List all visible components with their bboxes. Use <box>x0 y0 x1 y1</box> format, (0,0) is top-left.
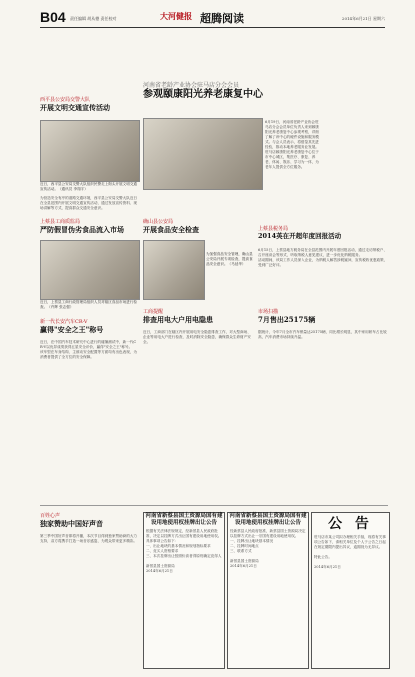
article-traffic <box>40 96 138 112</box>
lead-body-cont <box>325 120 387 220</box>
lead-headline: 参观颐康阳光养老康复中心 <box>143 89 263 100</box>
tax-kicker: 上蔡县税务局 <box>258 226 289 232</box>
public-notice <box>311 512 390 669</box>
notice3-title: 公 告 <box>328 516 373 532</box>
safety-kicker: 确山县公安局 <box>143 219 174 225</box>
masthead <box>40 9 385 28</box>
notice2-title: 河南省新蔡县国土资源局国有建设用地使用权挂牌出让公告 <box>229 513 307 526</box>
sales-body: 据统计，今年7月全市汽车销量达25175辆，同比增长明显，其中家用轿车占比较高，汽车消费市场持续升温。 <box>258 330 387 339</box>
crv-headline: 赢得"安全之王"称号 <box>40 325 104 334</box>
traffic-kicker: 西平县公安局交警大队 <box>40 97 91 103</box>
notice1-title: 河南省新蔡县国土资源局国有建设用地使用权挂牌出让公告 <box>145 513 223 526</box>
lead-kicker: 河南省老龄产业协会驻马店分会会员 <box>143 82 240 89</box>
voice-kicker: 百姓心声 <box>40 513 61 519</box>
notice1-body: 根据有关法律法规规定，经新蔡县人民政府批准，决定以挂牌方式出让国有建设用地使用权。具体事项公告如下： 一、出让地块的基本情况和规划指标要求 二、竞买人资格要求 三、本次挂牌出让按照价高者得原则确定竞得人 新蔡县国土资源局 2014年6月21日 <box>146 529 222 573</box>
safety-headline: 开展食品安全检查 <box>143 225 199 234</box>
article-food-safety <box>143 218 253 234</box>
traffic-body: 为营造安全有序的道路交通环境，西平县公安局交警大队近日在全县范围内开展文明交通宣传活动，通过发放宣传资料、现场讲解等方式，提高群众交通安全意识。 <box>40 196 138 210</box>
electric-body: 近日，工商部门在辖区内开展用电安全隐患排查工作，对大型商场、企业等用电大户进行检查，及时消除安全隐患，确保群众生命财产安全。 <box>143 330 251 344</box>
food-kicker: 上蔡县工商质监局 <box>40 219 81 225</box>
safety-caption: 为加强食品安全管理，确山县公安局开展专项检查，提高食品安全意识。（马延华） <box>206 252 253 266</box>
traffic-photo <box>40 120 140 182</box>
issue-date: 2014年6月21日 星期六 <box>341 16 385 21</box>
lead-photo <box>143 118 263 190</box>
sales-kicker: 市场扫描 <box>258 309 279 315</box>
food-caption: 近日，上蔡县工商行政管理局组织人员对辖区食品市场进行检查。（许辉 张志强） <box>40 300 138 309</box>
land-auction-notice-2 <box>227 512 309 669</box>
voice-headline: 独家赞助中国好声音 <box>40 519 103 528</box>
notice2-body: 经新蔡县人民政府批准，新蔡县国土资源局决定以挂牌方式出让一宗国有建设用地使用权。 一、挂牌出让地块基本情况 二、挂牌时间地点 三、联系方式 新蔡县国土资源局 2014年6月21日 <box>230 529 306 568</box>
article-food-market <box>40 218 138 234</box>
notice3-body: 驻马店市某公司拟办理相关手续，现将有关事项公告如下，请相关单位及个人于公告之日起在规定期限内提出异议，逾期视为无异议。 特此公告。 2014年6月21日 <box>314 535 386 569</box>
tax-body: 6月15日，上蔡县地方税务局在全县范围内开展年度回报活动，通过走访纳税户、召开座谈会等形式，听取纳税人意见建议，进一步优化纳税服务。 活动期间，该局工作人员深入企业，为纳税人解答涉税疑问，宣传税收优惠政策，受到广泛好评。 <box>258 248 388 267</box>
land-auction-notice-1 <box>143 512 225 669</box>
masthead-meta: 责任编辑 胡从德 责任校对 <box>70 16 117 21</box>
food-photo <box>40 240 140 300</box>
electric-headline: 排查用电大户用电隐患 <box>143 315 213 324</box>
food-headline: 严防假冒伪劣食品流入市场 <box>40 225 124 234</box>
electric-kicker: 工商提醒 <box>143 309 164 315</box>
voice-body: 第三季中国好声音即将开播，本次节目得到独家赞助商的大力支持，双方将携手打造一场音乐盛宴，为观众带来更多精彩。 <box>40 534 138 543</box>
article-sales <box>258 308 388 324</box>
traffic-headline: 开展文明交通宣传活动 <box>40 103 110 112</box>
lead-article <box>143 80 388 101</box>
tax-headline: 2014英在开超年度回报活动 <box>258 232 342 240</box>
article-crv <box>40 318 138 334</box>
section-divider <box>40 505 388 506</box>
article-electricity <box>143 308 253 324</box>
sales-headline: 7月售出25175辆 <box>258 315 316 324</box>
article-tax <box>258 225 388 240</box>
article-voice <box>40 512 138 528</box>
safety-photo <box>143 240 205 300</box>
lead-body: 6月19日，河南省老龄产业协会驻马店分会会员单位负责人来到颐康阳光养老康复中心参观考察，详细了解了该中心的硬件设施和服务模式。与会人员表示，将借鉴其先进经验，推动本地养老服务业发展。 驻马店颐康阳光养老康复中心位于市中心城区，集医疗、康复、养老、休闲、娱乐、学习为一体，为老年人提供全方位服务。 <box>265 120 319 169</box>
page-code: B04 <box>40 9 66 25</box>
section-title: 超腾阅读 <box>200 12 244 25</box>
crv-kicker: 新一代长安汽车CR-V <box>40 319 88 325</box>
crv-body: 近日，在中国汽车技术研究中心进行的碰撞测试中，新一代CR-V以优异成绩获得五星安全评价，赢得"安全之王"称号。 该车型在车身结构、主被动安全配置等方面均有出色表现，为消费者提供了全方位的安全保障。 <box>40 340 138 359</box>
traffic-caption: 近日，西平县公安局交警大队组织民警走上街头开展文明交通宣传活动。（通讯员 李翔宇） <box>40 182 138 191</box>
crv-body-cont <box>143 425 253 500</box>
newspaper-logo: 大河健报 <box>160 11 192 21</box>
